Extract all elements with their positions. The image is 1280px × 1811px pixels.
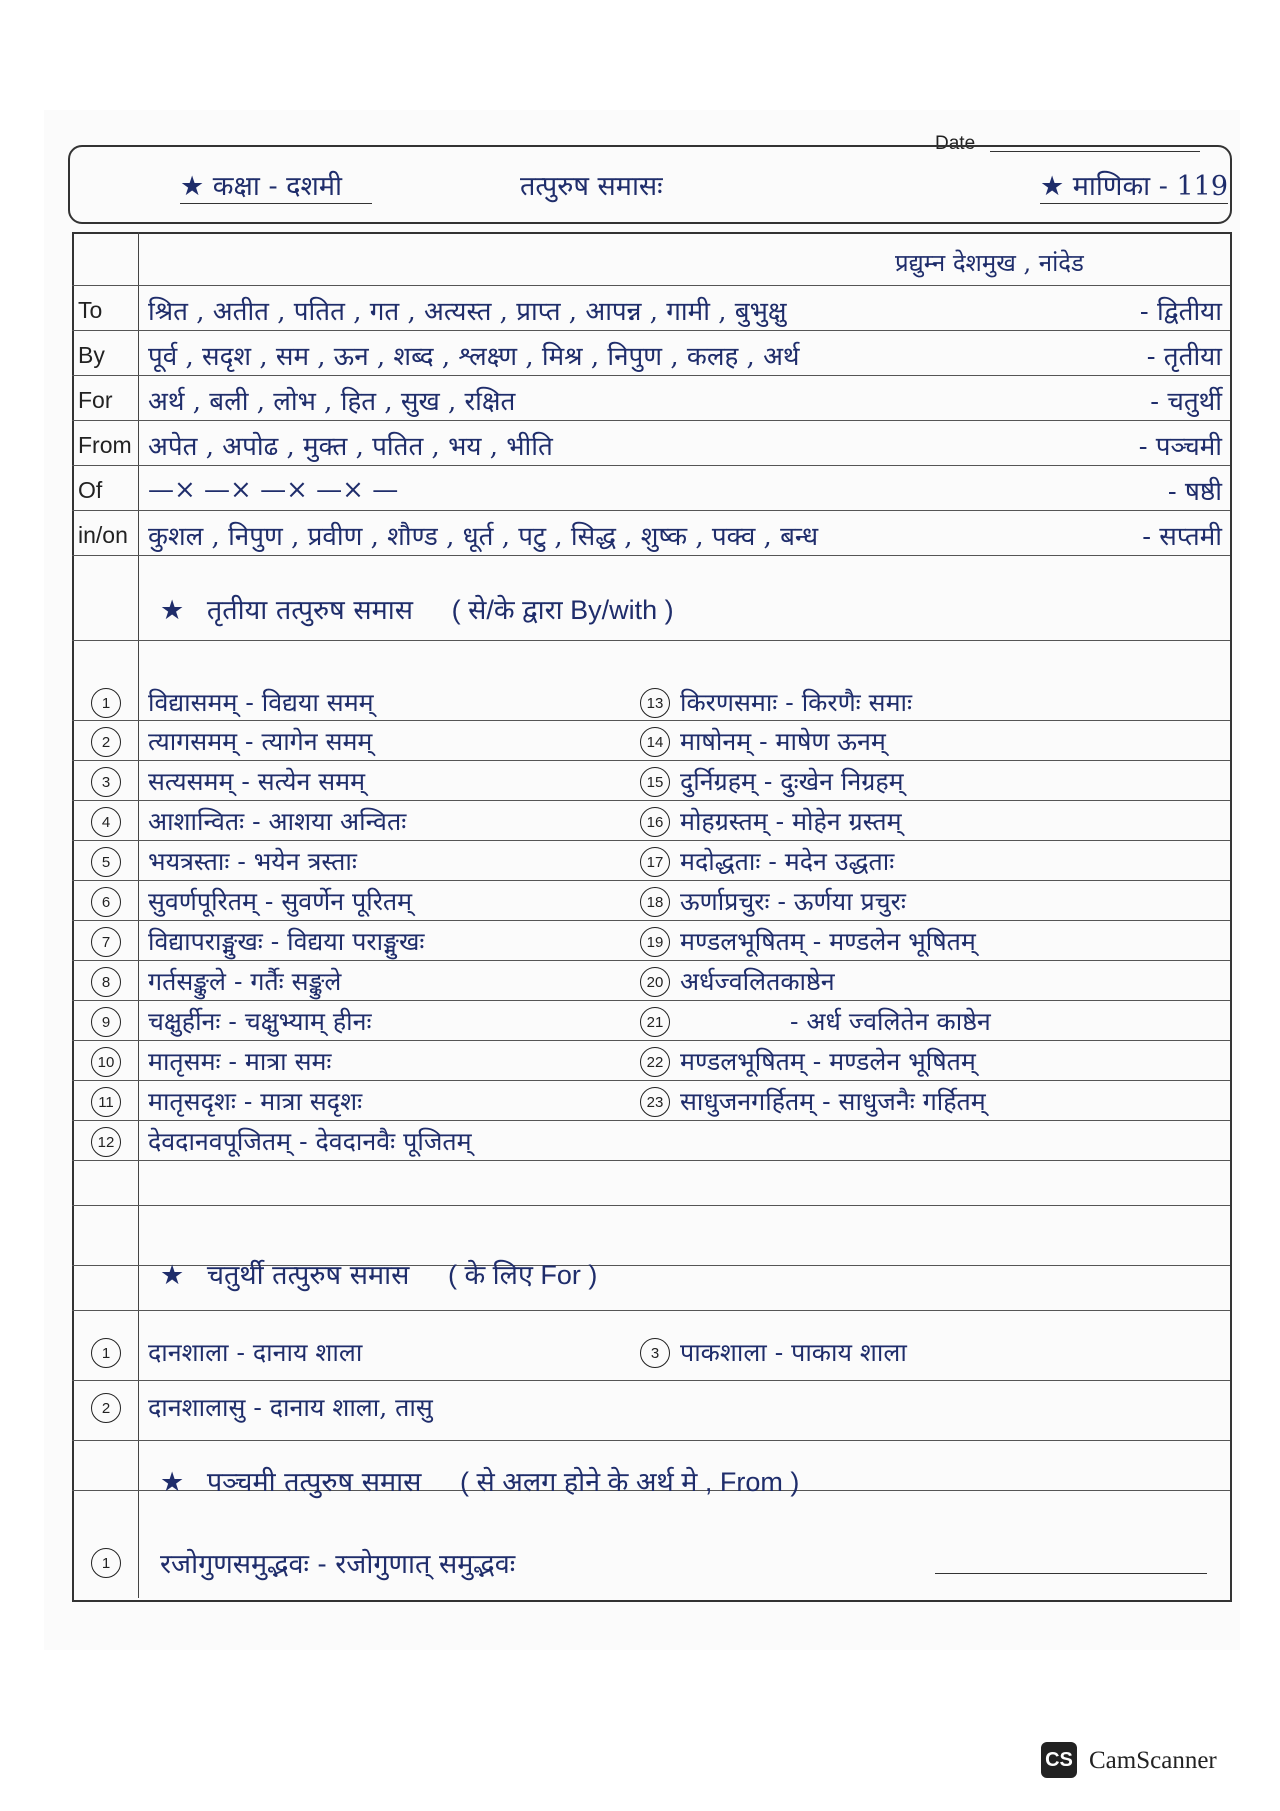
list-item: दानशाला - दानाय शाला — [148, 1338, 363, 1367]
item-number: 2 — [91, 1393, 121, 1423]
section-heading-tritiya — [160, 590, 674, 627]
list-item: - अर्ध ज्वलितेन काष्ठेन — [790, 1007, 991, 1036]
section-note: ( से/के द्वारा By/with ) — [451, 595, 674, 625]
preposition-row — [0, 425, 1280, 465]
list-item: चक्षुर्हीनः - चक्षुभ्याम् हीनः — [148, 1007, 372, 1036]
page-number: ★ माणिका - 119 — [1040, 166, 1228, 204]
list-item: सुवर्णपूरितम् - सुवर्णेन पूरितम् — [148, 887, 413, 916]
section-title: तृतीया तत्पुरुष समास — [206, 595, 414, 626]
item-number: 16 — [640, 807, 670, 837]
list-item: मण्डलभूषितम् - मण्डलेन भूषितम् — [680, 1047, 976, 1076]
preposition-words: —× —× —× —× — — [148, 475, 399, 505]
preposition-row — [0, 335, 1280, 375]
item-number: 11 — [91, 1087, 121, 1117]
case-name: - द्वितीया — [1139, 297, 1222, 327]
case-name: - चतुर्थी — [1150, 387, 1222, 417]
list-item: मोहग्रस्तम् - मोहेन ग्रस्तम् — [680, 807, 902, 836]
list-item: देवदानवपूजितम् - देवदानवैः पूजितम् — [148, 1127, 472, 1156]
section-note: ( के लिए For ) — [447, 1260, 598, 1290]
ruled-line — [72, 285, 1230, 286]
ruled-line — [72, 465, 1230, 466]
item-number: 3 — [640, 1338, 670, 1368]
preposition-words: अर्थ , बली , लोभ , हित , सुख , रक्षित — [148, 387, 516, 417]
item-number: 1 — [91, 1548, 121, 1578]
ruled-line — [72, 1160, 1230, 1161]
preposition-words: कुशल , निपुण , प्रवीण , शौण्ड , धूर्त , पटु , सिद्ध , शुष्क , पक्व , बन्ध — [148, 522, 819, 552]
item-number: 20 — [640, 967, 670, 997]
list-item: रजोगुणसमुद्भवः - रजोगुणात् समुद्भवः — [160, 1549, 516, 1580]
list-item: भयत्रस्ताः - भयेन त्रस्ताः — [148, 847, 357, 876]
ruled-line — [72, 720, 1230, 721]
ruled-line — [72, 960, 1230, 961]
section-title: पञ्चमी तत्पुरुष समास — [206, 1467, 422, 1498]
item-number: 18 — [640, 887, 670, 917]
case-name: - पञ्चमी — [1138, 432, 1222, 462]
item-number: 19 — [640, 927, 670, 957]
section-title: चतुर्थी तत्पुरुष समास — [206, 1260, 410, 1291]
item-number: 1 — [91, 688, 121, 718]
ruled-line — [72, 330, 1230, 331]
list-item: सत्यसमम् - सत्येन समम् — [148, 767, 366, 796]
list-item: गर्तसङ्कुले - गर्तैः सङ्कुले — [148, 967, 342, 996]
ruled-line — [72, 840, 1230, 841]
item-number: 8 — [91, 967, 121, 997]
item-number: 10 — [91, 1047, 121, 1077]
list-item: दानशालासु - दानाय शाला, तासु — [148, 1393, 433, 1422]
item-number: 13 — [640, 688, 670, 718]
item-number: 9 — [91, 1007, 121, 1037]
ruled-line — [72, 510, 1230, 511]
ruled-line — [72, 1440, 1230, 1441]
item-number: 21 — [640, 1007, 670, 1037]
section-heading-chaturthi — [160, 1255, 597, 1292]
list-item: मदोद्धताः - मदेन उद्धताः — [680, 847, 895, 876]
list-item: मण्डलभूषितम् - मण्डलेन भूषितम् — [680, 927, 976, 956]
list-item: ऊर्णाप्रचुरः - ऊर्णया प्रचुरः — [680, 887, 906, 916]
list-item: विद्यापराङ्मुखः - विद्यया पराङ्मुखः — [148, 927, 425, 956]
ruled-line — [72, 1120, 1230, 1121]
section-note: ( से अलग होने के अर्थ मे , From ) — [459, 1467, 800, 1497]
preposition-label: in/on — [78, 521, 128, 548]
case-name: - सप्तमी — [1142, 522, 1222, 552]
section-heading-panchami — [160, 1462, 799, 1499]
preposition-words: श्रित , अतीत , पतित , गत , अत्यस्त , प्राप्त , आपन्न , गामी , बुभुक्षु — [148, 297, 787, 327]
star-icon: ★ — [160, 1467, 185, 1498]
list-item: दुर्निग्रहम् - दुःखेन निग्रहम् — [680, 767, 904, 796]
author-name: प्रद्युम्न देशमुख , नांदेड — [895, 249, 1084, 277]
item-number: 22 — [640, 1047, 670, 1077]
camscanner-logo-icon: CS — [1041, 1742, 1077, 1778]
preposition-label: By — [78, 341, 105, 368]
ruled-line — [72, 880, 1230, 881]
ruled-line — [72, 920, 1230, 921]
item-number: 5 — [91, 847, 121, 877]
item-number: 17 — [640, 847, 670, 877]
star-icon: ★ — [160, 1260, 185, 1291]
item-number: 7 — [91, 927, 121, 957]
list-item: मातृसदृशः - मात्रा सदृशः — [148, 1087, 363, 1116]
list-item: विद्यासमम् - विद्यया समम् — [148, 688, 374, 717]
item-number: 3 — [91, 767, 121, 797]
item-number: 14 — [640, 727, 670, 757]
page-title: तत्पुरुष समासः — [520, 171, 663, 202]
ruled-line — [72, 555, 1230, 556]
preposition-row — [0, 290, 1280, 330]
item-number: 2 — [91, 727, 121, 757]
list-item: आशान्वितः - आशया अन्वितः — [148, 807, 407, 836]
ruled-line — [72, 1205, 1230, 1206]
list-item: अर्धज्वलितकाष्ठेन — [680, 967, 835, 996]
preposition-row — [0, 380, 1280, 420]
preposition-row — [0, 515, 1280, 555]
ruled-line — [72, 1380, 1230, 1381]
preposition-label: For — [78, 386, 113, 413]
item-number: 12 — [91, 1127, 121, 1157]
ruled-line — [72, 640, 1230, 641]
ruled-line — [72, 420, 1230, 421]
answer-line — [935, 1573, 1207, 1574]
preposition-row — [0, 470, 1280, 510]
item-number: 1 — [91, 1338, 121, 1368]
date-label: Date — [935, 133, 976, 154]
ruled-line — [72, 800, 1230, 801]
case-name: - तृतीया — [1146, 342, 1222, 372]
camscanner-watermark: CamScanner — [1089, 1747, 1217, 1774]
item-number: 23 — [640, 1087, 670, 1117]
list-item: मातृसमः - मात्रा समः — [148, 1047, 332, 1076]
list-item: पाकशाला - पाकाय शाला — [680, 1338, 907, 1367]
preposition-words: अपेत , अपोढ , मुक्त , पतित , भय , भीति — [148, 432, 553, 462]
ruled-line — [72, 1310, 1230, 1311]
item-number: 4 — [91, 807, 121, 837]
ruled-line — [72, 1000, 1230, 1001]
ruled-line — [72, 1080, 1230, 1081]
ruled-line — [72, 760, 1230, 761]
list-item: माषोनम् - माषेण ऊनम् — [680, 727, 886, 756]
preposition-label: To — [78, 296, 103, 323]
preposition-label: From — [78, 431, 132, 458]
list-item: किरणसमाः - किरणैः समाः — [680, 688, 913, 717]
star-icon: ★ — [160, 595, 185, 626]
ruled-line — [72, 1040, 1230, 1041]
preposition-label: Of — [78, 476, 103, 503]
preposition-words: पूर्व , सदृश , सम , ऊन , शब्द , श्लक्ष्ण , मिश्र , निपुण , कलह , अर्थ — [148, 342, 800, 372]
class-label: ★ कक्षा - दशमी — [180, 166, 372, 204]
case-name: - षष्ठी — [1167, 477, 1222, 507]
item-number: 15 — [640, 767, 670, 797]
list-item: त्यागसमम् - त्यागेन समम् — [148, 727, 373, 756]
list-item: साधुजनगर्हितम् - साधुजनैः गर्हितम् — [680, 1087, 986, 1116]
ruled-line — [72, 375, 1230, 376]
item-number: 6 — [91, 887, 121, 917]
